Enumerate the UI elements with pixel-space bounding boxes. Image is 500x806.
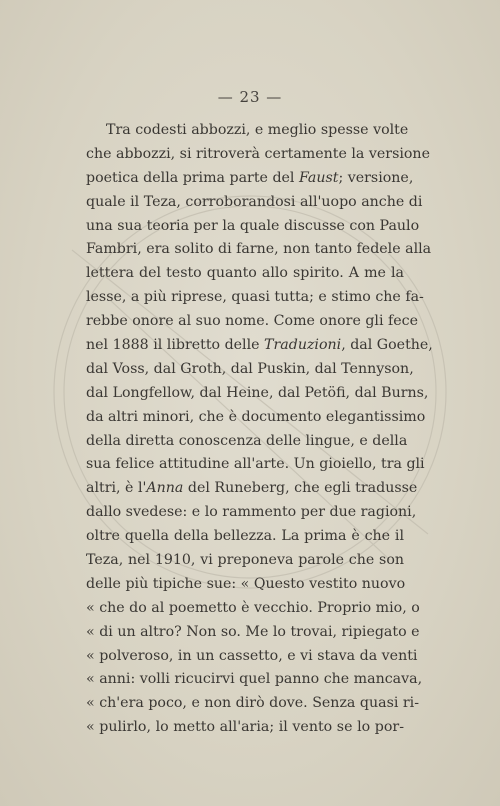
line-text: lettera del testo quanto allo spirito. A me la [86,265,404,282]
text-line [86,525,404,549]
line-text: « pulirlo, lo metto all'aria; il vento se lo por- [86,719,404,736]
text-line [86,621,420,645]
text-line [86,191,423,215]
line-text: , dal Goethe, [341,337,433,354]
text-line [86,143,430,167]
page-number: — 23 — [217,88,283,106]
line-text: « anni: volli ricucirvi quel panno che mancava, [86,671,423,688]
line-text: sua felice attitudine all'arte. Un gioiello, tra gli [86,456,425,473]
line-text: Teza, nel 1910, vi preponeva parole che son [86,552,404,569]
text-line [86,406,426,430]
text-line [86,382,429,406]
line-text: ; versione, [338,169,414,186]
line-text: « di un altro? Non so. Me lo trovai, ripiegato e [86,623,420,640]
line-text: « polveroso, in un cassetto, e vi stava da venti [86,647,418,664]
italic-title: Anna [146,480,184,497]
line-text: poetica della prima parte del [86,169,299,186]
italic-title: Faust [298,169,339,186]
text-line [86,453,425,477]
line-text: « ch'era poco, e non dirò dove. Senza quasi ri- [86,695,420,712]
text-line [86,692,420,716]
line-text: dal Longfellow, dal Heine, dal Petöfi, dal Burns, [86,384,429,401]
line-text: oltre quella della bellezza. La prima è che il [86,528,404,545]
line-text: del Runeberg, che egli tradusse [183,480,418,497]
line-text: lesse, a più riprese, quasi tutta; e stimo che fa- [86,289,424,306]
line-text: nel 1888 il libretto delle [86,337,265,354]
text-line [86,477,418,501]
text-line [86,668,423,692]
text-line [86,119,409,143]
line-text: « che do al poemetto è vecchio. Proprio mio, o [86,599,420,616]
text-line [86,286,424,310]
text-line [86,549,404,573]
body-text [86,119,433,740]
line-text: da altri minori, che è documento elegantissimo [86,408,426,425]
text-line [86,215,420,239]
line-text: dallo svedese: e lo rammento per due ragioni, [86,504,417,521]
text-line [86,167,414,191]
line-text: quale il Teza, corroborandosi all'uopo anche di [86,193,423,210]
line-text: Tra codesti abbozzi, e meglio spesse volte [106,122,409,138]
text-line [86,238,432,262]
text-line [86,573,404,597]
text-line [86,501,417,525]
line-text: che abbozzi, si ritroverà certamente la versione [86,145,430,162]
text-line [86,597,420,621]
line-text: altri, è l' [86,480,147,497]
line-text: dal Voss, dal Groth, dal Puskin, dal Tennyson, [86,360,414,377]
line-text: rebbe onore al suo nome. Come onore gli fece [86,313,418,330]
line-text: della diretta conoscenza delle lingue, e della [86,432,408,449]
text-line [86,645,418,669]
text-line [86,358,414,382]
text-line [86,262,404,286]
text-line [86,430,408,454]
italic-title: Traduzioni [264,337,342,354]
text-line [86,716,404,740]
line-text: delle più tipiche sue: « Questo vestito nuovo [86,575,406,592]
text-line [86,310,418,334]
line-text: Fambri, era solito di farne, non tanto fedele alla [86,241,432,258]
line-text: una sua teoria per la quale discusse con Paulo [86,217,420,234]
text-line [86,334,433,358]
